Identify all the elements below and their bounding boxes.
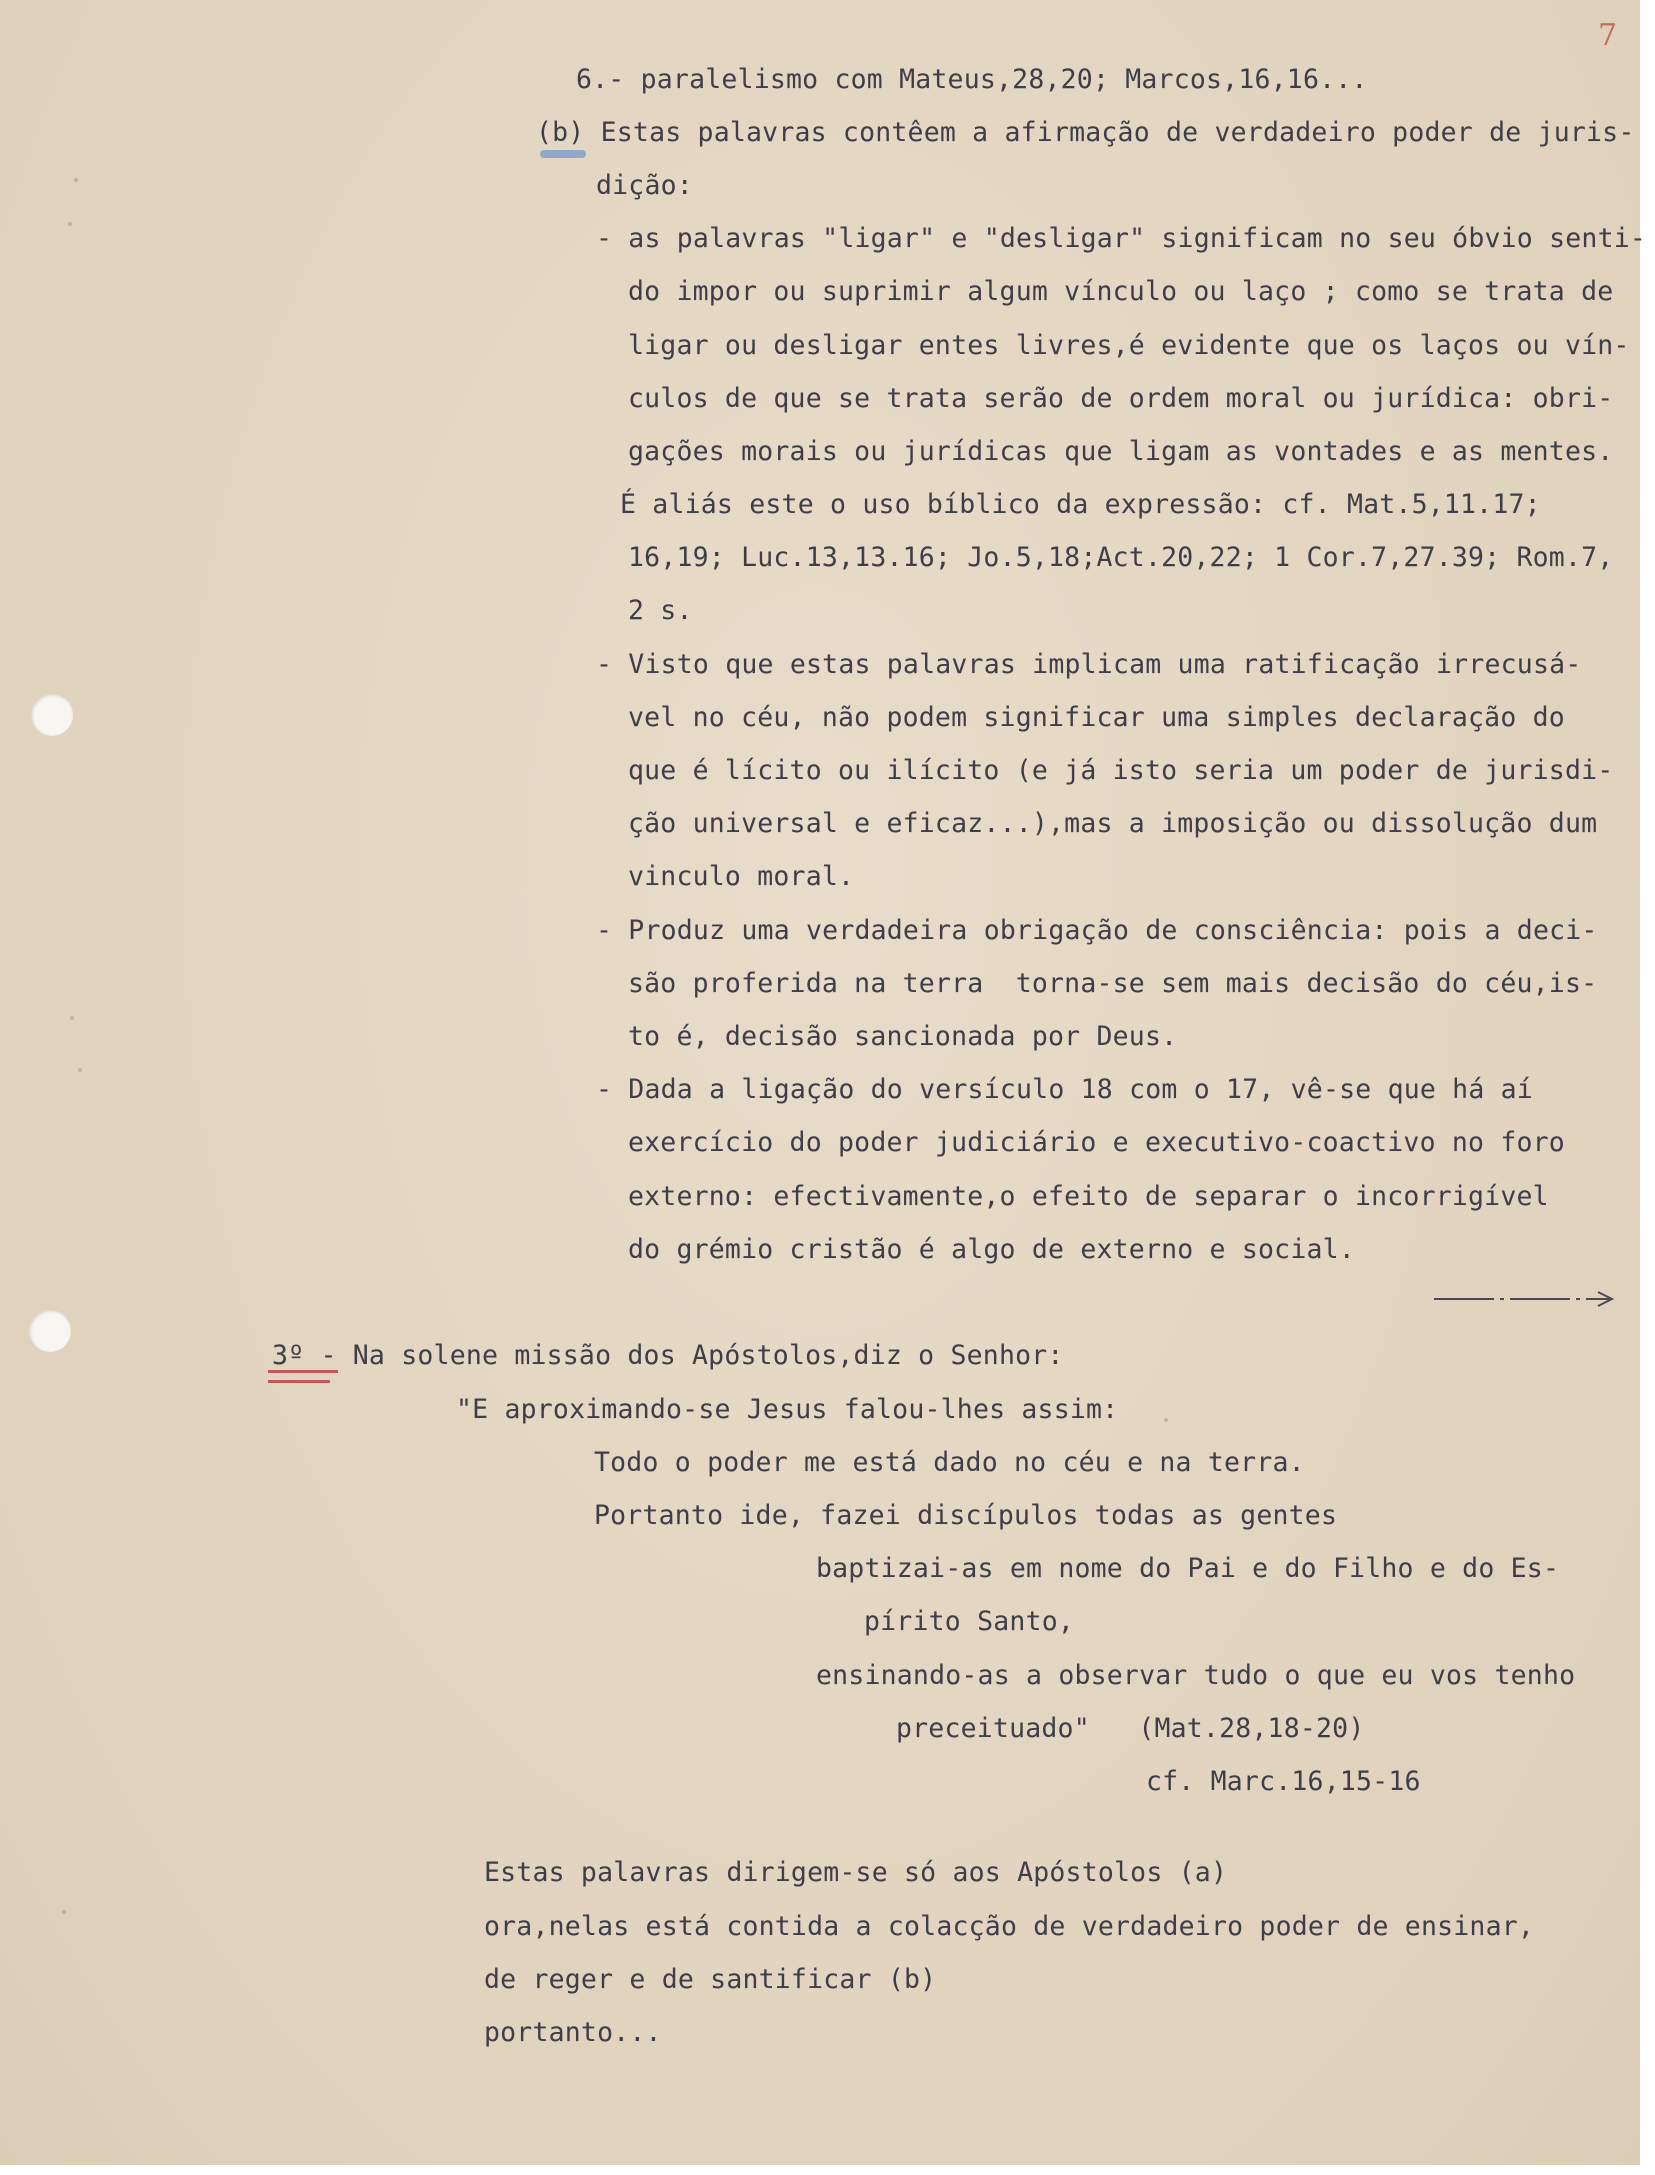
text-line: de reger e de santificar (b) <box>484 1964 937 1995</box>
red-underline-mark-2 <box>268 1380 330 1383</box>
text-line: gações morais ou jurídicas que ligam as vontades e as mentes. <box>628 436 1614 467</box>
text-line: to é, decisão sancionada por Deus. <box>628 1021 1178 1052</box>
text-line: baptizai-as em nome do Pai e do Filho e do Es- <box>816 1553 1560 1584</box>
text-line: do impor ou suprimir algum vínculo ou laço ; como se trata de <box>628 276 1614 307</box>
punch-hole-top <box>31 694 73 736</box>
text-line: pírito Santo, <box>864 1606 1075 1637</box>
page-number: 7 <box>1598 18 1618 53</box>
text-line: ção universal e eficaz...),mas a imposição ou dissolução dum <box>628 808 1598 839</box>
text-line: que é lícito ou ilícito (e já isto seria um poder de jurisdi- <box>628 755 1614 786</box>
text-line: - Produz uma verdadeira obrigação de consciência: pois a deci- <box>596 915 1598 946</box>
text-line: - Dada a ligação do versículo 18 com o 17, vê-se que há aí <box>596 1074 1533 1105</box>
text-line: (b) Estas palavras contêem a afirmação de verdadeiro poder de juris- <box>536 117 1635 148</box>
arrow-right-icon <box>1432 1290 1618 1308</box>
text-line: 6.- paralelismo com Mateus,28,20; Marcos,16,16... <box>576 64 1368 95</box>
text-line: dição: <box>596 170 693 201</box>
text-line: portanto... <box>484 2017 662 2048</box>
text-line: são proferida na terra torna-se sem mais decisão do céu,is- <box>628 968 1598 999</box>
punch-hole-bottom <box>29 1310 71 1352</box>
text-line: culos de que se trata serão de ordem moral ou jurídica: obri- <box>628 383 1614 414</box>
text-line: É aliás este o uso bíblico da expressão: cf. Mat.5,11.17; <box>620 489 1541 520</box>
text-line: do grémio cristão é algo de externo e social. <box>628 1234 1355 1265</box>
text-line: preceituado" (Mat.28,18-20) <box>896 1713 1365 1744</box>
text-line: vel no céu, não podem significar uma simples declaração do <box>628 702 1565 733</box>
blue-underline-mark <box>540 150 586 158</box>
text-line: ora,nelas está contida a colacção de verdadeiro poder de ensinar, <box>484 1911 1535 1942</box>
text-line: vinculo moral. <box>628 861 855 892</box>
text-line: exercício do poder judiciário e executivo-coactivo no foro <box>628 1127 1565 1158</box>
text-line: - Visto que estas palavras implicam uma ratificação irrecusá- <box>596 649 1582 680</box>
text-line: cf. Marc.16,15-16 <box>1146 1766 1421 1797</box>
text-line: - as palavras "ligar" e "desligar" significam no seu óbvio senti- <box>596 223 1647 254</box>
text-line: 2 s. <box>628 595 693 626</box>
text-line: Portanto ide, fazei discípulos todas as gentes <box>594 1500 1338 1531</box>
text-line: 16,19; Luc.13,13.16; Jo.5,18;Act.20,22; 1 Cor.7,27.39; Rom.7, <box>628 542 1614 573</box>
text-line: "E aproximando-se Jesus falou-lhes assim: <box>456 1394 1119 1425</box>
text-line: Todo o poder me está dado no céu e na terra. <box>594 1447 1305 1478</box>
text-line: ligar ou desligar entes livres,é evidente que os laços ou vín- <box>628 330 1630 361</box>
text-line: Estas palavras dirigem-se só aos Apóstolos (a) <box>484 1857 1228 1888</box>
section-heading: 3º - Na solene missão dos Apóstolos,diz o Senhor: <box>272 1340 1064 1371</box>
text-line: externo: efectivamente,o efeito de separar o incorrigível <box>628 1181 1549 1212</box>
text-line: ensinando-as a observar tudo o que eu vos tenho <box>816 1660 1576 1691</box>
